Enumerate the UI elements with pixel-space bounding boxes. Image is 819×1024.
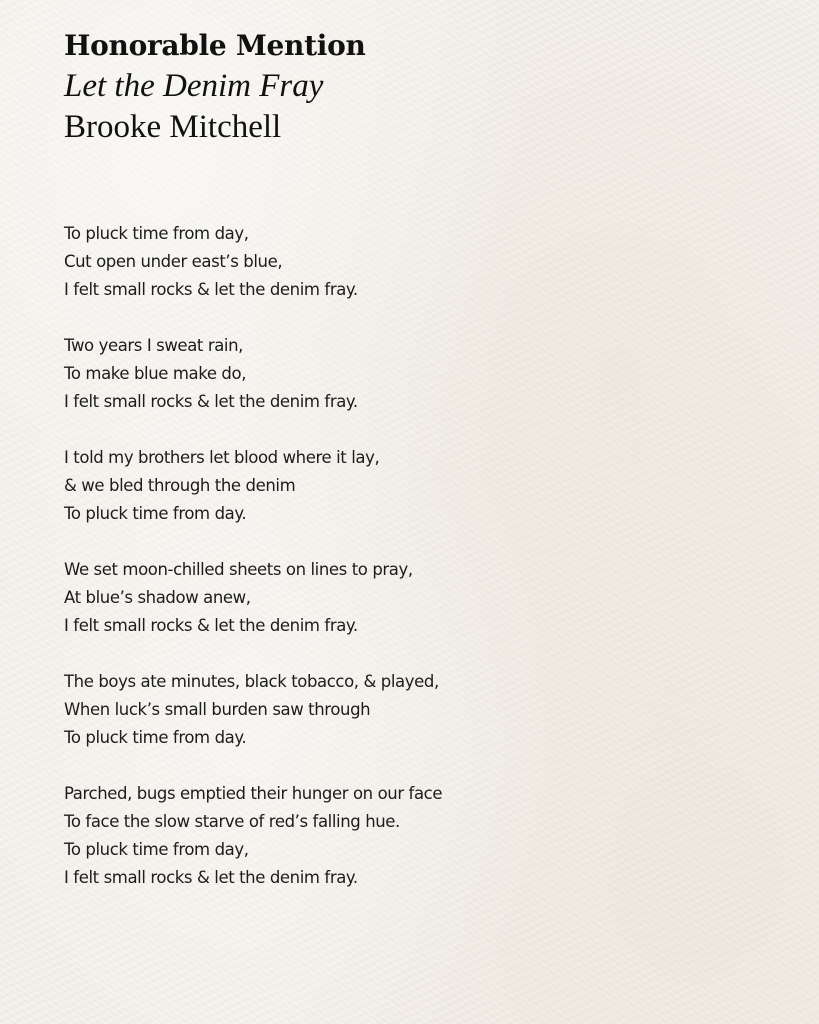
poem-line: I felt small rocks & let the denim fray.: [64, 868, 358, 887]
stanza-2: [64, 332, 442, 416]
poem-line: When luck’s small burden saw through: [64, 700, 371, 719]
poem-author: Brooke Mitchell: [64, 109, 282, 145]
stanza-6: [64, 780, 442, 892]
poem-title: Let the Denim Fray: [64, 68, 324, 104]
poem-line: To pluck time from day.: [64, 728, 247, 747]
poem-line: I felt small rocks & let the denim fray.: [64, 392, 358, 411]
poem-line: Cut open under east’s blue,: [64, 252, 283, 271]
poem-line: I felt small rocks & let the denim fray.: [64, 280, 358, 299]
poem-line: Two years I sweat rain,: [64, 336, 243, 355]
poem-line: I felt small rocks & let the denim fray.: [64, 616, 358, 635]
poem-line: To pluck time from day.: [64, 504, 247, 523]
award-heading: Honorable Mention: [64, 29, 366, 62]
stanza-3: [64, 444, 442, 528]
poem-line: I told my brothers let blood where it lay,: [64, 448, 380, 467]
poem-line: To pluck time from day,: [64, 224, 249, 243]
stanza-4: [64, 556, 442, 640]
stanza-1: [64, 220, 442, 304]
poem-line: To face the slow starve of red’s falling hue.: [64, 812, 400, 831]
poem-header: [64, 26, 366, 148]
poem-line: To make blue make do,: [64, 364, 247, 383]
poem-line: At blue’s shadow anew,: [64, 588, 251, 607]
stanza-5: [64, 668, 442, 752]
poem-body: [64, 220, 442, 920]
poem-line: We set moon-chilled sheets on lines to pray,: [64, 560, 413, 579]
poem-line: To pluck time from day,: [64, 840, 249, 859]
poem-line: & we bled through the denim: [64, 476, 296, 495]
poem-line: The boys ate minutes, black tobacco, & played,: [64, 672, 439, 691]
poem-line: Parched, bugs emptied their hunger on our face: [64, 784, 443, 803]
